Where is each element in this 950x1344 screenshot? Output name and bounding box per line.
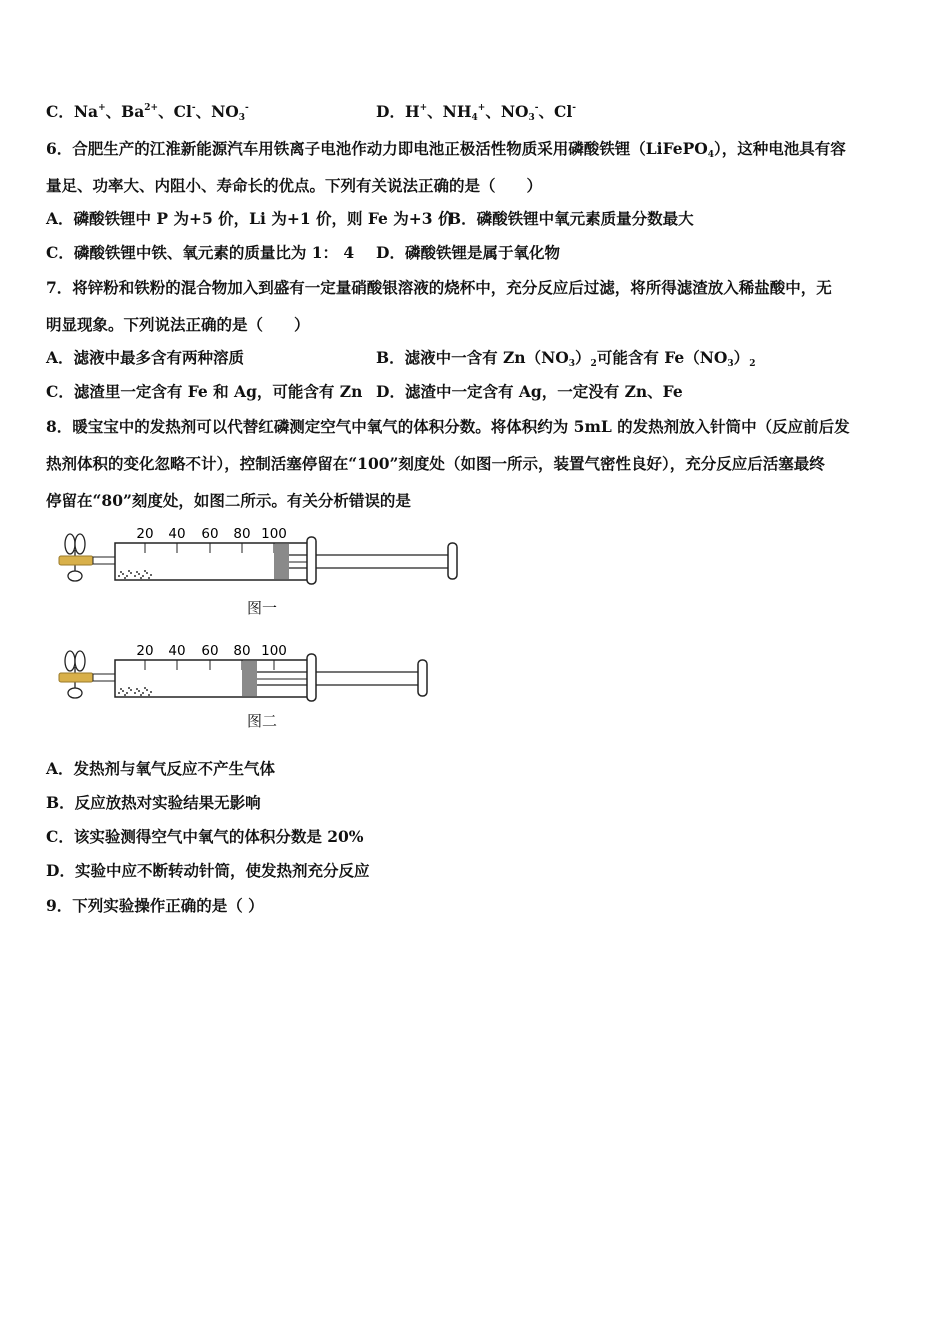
q8-stem-line3: 停留在“80”刻度处，如图二所示。有关分析错误的是: [46, 491, 411, 510]
q7-option-a: A．滤液中最多含有两种溶质: [46, 348, 245, 367]
fig1-tick-60: 60: [201, 526, 219, 542]
fig1-tick-20: 20: [136, 526, 154, 542]
q6-stem-line1: 6．合肥生产的江淮新能源汽车用铁离子电池作动力即电池正极活性物质采用磷酸铁锂（LiFePO$_4$），这种电池具有容: [46, 139, 846, 160]
fig2-tick-100: 100: [261, 643, 287, 659]
q7-option-c: C．滤渣里一定含有 Fe 和 Ag，可能含有 Zn: [46, 382, 363, 401]
q8-option-b: B．反应放热对实验结果无影响: [46, 793, 261, 812]
fig1-tick-80: 80: [233, 526, 251, 542]
fig2-tick-20: 20: [136, 643, 154, 659]
figure-1-syringe: [56, 522, 476, 596]
q9-stem: 9．下列实验操作正确的是（ ）: [46, 896, 264, 915]
q8-option-c: C．该实验测得空气中氧气的体积分数是 20%: [46, 827, 364, 846]
q8-option-d: D．实验中应不断转动针筒，使发热剂充分反应: [46, 861, 370, 880]
figure-2-caption: 图二: [247, 712, 278, 730]
q7-option-b: B．滤液中一含有 $Zn(NO_3)_2$可能含有 $Fe(NO_3)_2$: [376, 348, 756, 369]
figure-2-syringe: [56, 639, 476, 713]
q7-option-d: D．滤渣中一定含有 Ag，一定没有 Zn、Fe: [376, 382, 683, 401]
q5-option-d: D．H+、$NH_4^+$、$NO_3^-$、Cl-: [376, 102, 577, 123]
q6-option-b: B．磷酸铁锂中氧元素质量分数最大: [448, 209, 694, 228]
q8-stem-line1: 8．暖宝宝中的发热剂可以代替红磷测定空气中氧气的体积分数。将体积约为 5mL 的发热剂放入针筒中（反应前后发: [46, 417, 850, 436]
q7-stem-line1: 7．将锌粉和铁粉的混合物加入到盛有一定量硝酸银溶液的烧杯中，充分反应后过滤，将所得滤渣放入稀盐酸中，无: [46, 278, 832, 297]
q6-option-a: A．磷酸铁锂中 P 为+5 价，Li 为+1 价，则 Fe 为+3 价: [46, 209, 454, 228]
fig2-tick-80: 80: [233, 643, 251, 659]
fig2-tick-60: 60: [201, 643, 219, 659]
fig1-tick-40: 40: [168, 526, 186, 542]
q7-stem-line2: 明显现象。下列说法正确的是（ ）: [46, 315, 310, 334]
figure-1-caption: 图一: [247, 599, 278, 617]
q6-option-c: C．磷酸铁锂中铁、氧元素的质量比为 1： 4: [46, 243, 355, 262]
q8-stem-line2: 热剂体积的变化忽略不计），控制活塞停留在“100”刻度处（如图一所示，装置气密性良好），充分反应后活塞最终: [46, 454, 825, 473]
q8-option-a: A．发热剂与氧气反应不产生气体: [46, 759, 276, 778]
q5-option-c: C．Na+、$Ba^{2+}$、Cl-、$NO_3^-$: [46, 102, 249, 123]
q6-option-d: D．磷酸铁锂是属于氧化物: [376, 243, 560, 262]
fig1-tick-100: 100: [261, 526, 287, 542]
fig2-tick-40: 40: [168, 643, 186, 659]
q6-stem-line2: 量足、功率大、内阻小、寿命长的优点。下列有关说法正确的是（ ）: [46, 176, 543, 195]
